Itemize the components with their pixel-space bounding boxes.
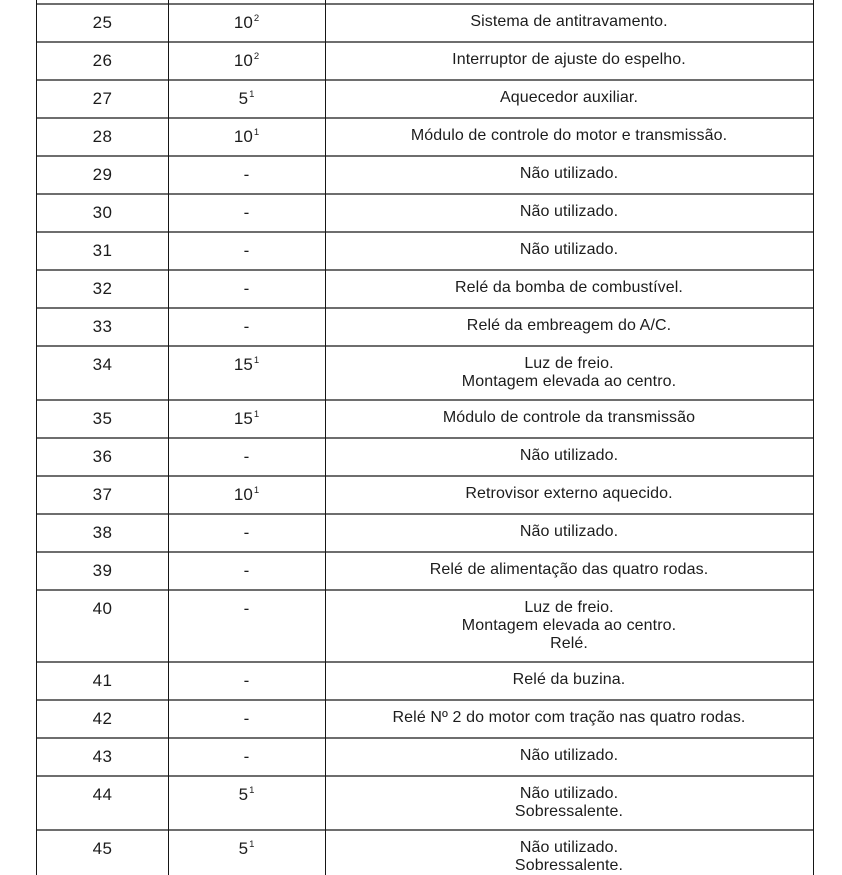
fuse-number-cell: 27 — [92, 89, 113, 108]
fuse-amp-value: - — [243, 561, 250, 580]
description-line: Não utilizado. — [519, 523, 619, 540]
fuse-description-cell — [325, 477, 813, 513]
fuse-amp-cell — [168, 663, 325, 699]
description-line: Relé da buzina. — [512, 671, 626, 688]
fuse-row — [37, 347, 813, 401]
fuse-description-cell — [325, 119, 813, 155]
fuse-amp-value: - — [243, 447, 250, 466]
fuse-amp-cell — [168, 43, 325, 79]
fuse-amp-value: 10 — [233, 127, 253, 146]
fuse-amp-footnote: 1 — [253, 355, 260, 367]
fuse-row — [37, 477, 813, 515]
fuse-amp-value: - — [243, 747, 250, 766]
fuse-amp-cell — [168, 553, 325, 589]
fuse-description-cell — [325, 831, 813, 875]
description-line: Sistema de antitravamento. — [470, 13, 668, 30]
fuse-amp-value: 10 — [233, 485, 253, 504]
fuse-amp-footnote: 2 — [253, 13, 260, 25]
description-line: Não utilizado. — [519, 785, 619, 802]
fuse-description-cell — [325, 195, 813, 231]
description-line: Relé de alimentação das quatro rodas. — [429, 561, 709, 578]
description-line: Retrovisor externo aquecido. — [465, 485, 673, 502]
description-line: Módulo de controle da transmissão — [442, 409, 696, 426]
fuse-amp-cell — [168, 739, 325, 775]
fuse-description-cell — [325, 777, 813, 829]
fuse-amp-cell — [168, 477, 325, 513]
fuse-amp-cell — [168, 309, 325, 345]
fuse-description-cell — [325, 157, 813, 193]
fuse-row — [37, 5, 813, 43]
fuse-number-cell: 45 — [92, 839, 113, 858]
fuse-amp-cell — [168, 701, 325, 737]
description-line: Interruptor de ajuste do espelho. — [452, 51, 686, 68]
description-line: Luz de freio. — [524, 599, 614, 616]
fuse-amp-cell — [168, 515, 325, 551]
fuse-amp-footnote: 1 — [253, 485, 260, 497]
fuse-amp-footnote: 1 — [249, 89, 255, 101]
fuse-row — [37, 739, 813, 777]
fuse-amp-value: - — [243, 241, 250, 260]
fuse-description-cell — [325, 701, 813, 737]
fuse-row — [37, 81, 813, 119]
fuse-amp-cell — [168, 157, 325, 193]
fuse-description-cell — [325, 515, 813, 551]
fuse-amp-footnote: 1 — [253, 127, 260, 139]
description-line: Montagem elevada ao centro. — [461, 617, 677, 634]
fuse-row — [37, 701, 813, 739]
fuse-number-cell: 37 — [92, 485, 113, 504]
fuse-amp-cell — [168, 401, 325, 437]
fuse-row — [37, 195, 813, 233]
fuse-row — [37, 401, 813, 439]
description-line: Luz de freio. — [524, 355, 614, 372]
fuse-row — [37, 439, 813, 477]
fuse-number-cell: 26 — [92, 51, 113, 70]
fuse-amp-value: 5 — [238, 785, 249, 804]
fuse-number-cell: 40 — [92, 599, 113, 618]
description-line: Relé da embreagem do A/C. — [466, 317, 672, 334]
fuse-number-cell: 41 — [92, 671, 113, 690]
fuse-row — [37, 43, 813, 81]
fuse-number-cell: 42 — [92, 709, 113, 728]
description-line: Aquecedor auxiliar. — [500, 89, 638, 106]
description-line: Não utilizado. — [519, 839, 619, 856]
fuse-row — [37, 663, 813, 701]
fuse-number-cell: 33 — [92, 317, 113, 336]
description-line: Sobressalente. — [514, 803, 624, 820]
fuse-amp-cell — [168, 233, 325, 269]
description-line: Não utilizado. — [519, 203, 619, 220]
description-line: Relé Nº 2 do motor com tração nas quatro rodas. — [392, 709, 746, 726]
fuse-amp-value: - — [243, 523, 250, 542]
fuse-amp-value: 15 — [233, 355, 253, 374]
fuse-row — [37, 591, 813, 663]
fuse-amp-footnote: 1 — [249, 785, 255, 797]
fuse-row — [37, 553, 813, 591]
fuse-amp-footnote: 1 — [253, 409, 260, 421]
fuse-number-cell: 30 — [92, 203, 113, 222]
fuse-description-cell — [325, 81, 813, 117]
description-line: Montagem elevada ao centro. — [461, 373, 677, 390]
fuse-amp-footnote: 2 — [253, 51, 260, 63]
fuse-amp-value: - — [243, 317, 250, 336]
fuse-amp-value: - — [243, 279, 250, 298]
fuse-description-cell — [325, 5, 813, 41]
fuse-amp-cell — [168, 119, 325, 155]
fuse-number-cell: 39 — [92, 561, 113, 580]
fuse-row — [37, 233, 813, 271]
fuse-description-cell — [325, 347, 813, 399]
fuse-description-cell — [325, 553, 813, 589]
fuse-row — [37, 777, 813, 831]
fuse-row — [37, 271, 813, 309]
fuse-amp-cell — [168, 439, 325, 475]
description-line: Não utilizado. — [519, 447, 619, 464]
fuse-amp-value: - — [243, 165, 250, 184]
fuse-amp-cell — [168, 81, 325, 117]
fuse-amp-value: - — [243, 671, 250, 690]
fuse-description-cell — [325, 739, 813, 775]
description-line: Sobressalente. — [514, 857, 624, 874]
fuse-amp-value: 5 — [238, 89, 249, 108]
fuse-row — [37, 831, 813, 875]
fuse-amp-value: 15 — [233, 409, 253, 428]
fuse-amp-value: 10 — [233, 13, 253, 32]
fuse-row — [37, 119, 813, 157]
description-line: Módulo de controle do motor e transmissão. — [410, 127, 728, 144]
fuse-number-cell: 32 — [92, 279, 113, 298]
fuse-table — [36, 0, 814, 875]
fuse-amp-value: - — [243, 709, 250, 728]
fuse-description-cell — [325, 401, 813, 437]
description-line: Relé. — [550, 635, 588, 652]
description-line: Não utilizado. — [519, 241, 619, 258]
fuse-description-cell — [325, 591, 813, 661]
fuse-number-cell: 31 — [92, 241, 113, 260]
fuse-number-cell: 34 — [92, 355, 113, 374]
description-line: Não utilizado. — [519, 165, 619, 182]
fuse-number-cell: 29 — [92, 165, 113, 184]
column-divider-2 — [325, 0, 326, 875]
fuse-row — [37, 157, 813, 195]
fuse-amp-cell — [168, 347, 325, 399]
fuse-amp-cell — [168, 271, 325, 307]
description-line: Relé da bomba de combustível. — [455, 279, 683, 296]
fuse-amp-cell — [168, 777, 325, 829]
fuse-description-cell — [325, 439, 813, 475]
fuse-amp-value: 10 — [233, 51, 253, 70]
description-line: Não utilizado. — [519, 747, 619, 764]
fuse-number-cell: 43 — [92, 747, 113, 766]
fuse-number-cell: 36 — [92, 447, 113, 466]
column-divider-1 — [168, 0, 169, 875]
fuse-amp-value: - — [243, 203, 250, 222]
fuse-number-cell: 44 — [92, 785, 113, 804]
fuse-row — [37, 515, 813, 553]
fuse-amp-cell — [168, 831, 325, 875]
fuse-row — [37, 309, 813, 347]
fuse-amp-cell — [168, 195, 325, 231]
fuse-amp-value: 5 — [238, 839, 249, 858]
fuse-amp-cell — [168, 591, 325, 661]
fuse-amp-cell — [168, 5, 325, 41]
fuse-description-cell — [325, 271, 813, 307]
fuse-description-cell — [325, 663, 813, 699]
fuse-number-cell: 25 — [92, 13, 113, 32]
fuse-number-cell: 28 — [92, 127, 113, 146]
fuse-rows — [37, 5, 813, 875]
fuse-description-cell — [325, 43, 813, 79]
fuse-description-cell — [325, 233, 813, 269]
fuse-number-cell: 35 — [92, 409, 113, 428]
fuse-amp-value: - — [243, 599, 250, 618]
fuse-amp-footnote: 1 — [249, 839, 255, 851]
fuse-number-cell: 38 — [92, 523, 113, 542]
fuse-description-cell — [325, 309, 813, 345]
